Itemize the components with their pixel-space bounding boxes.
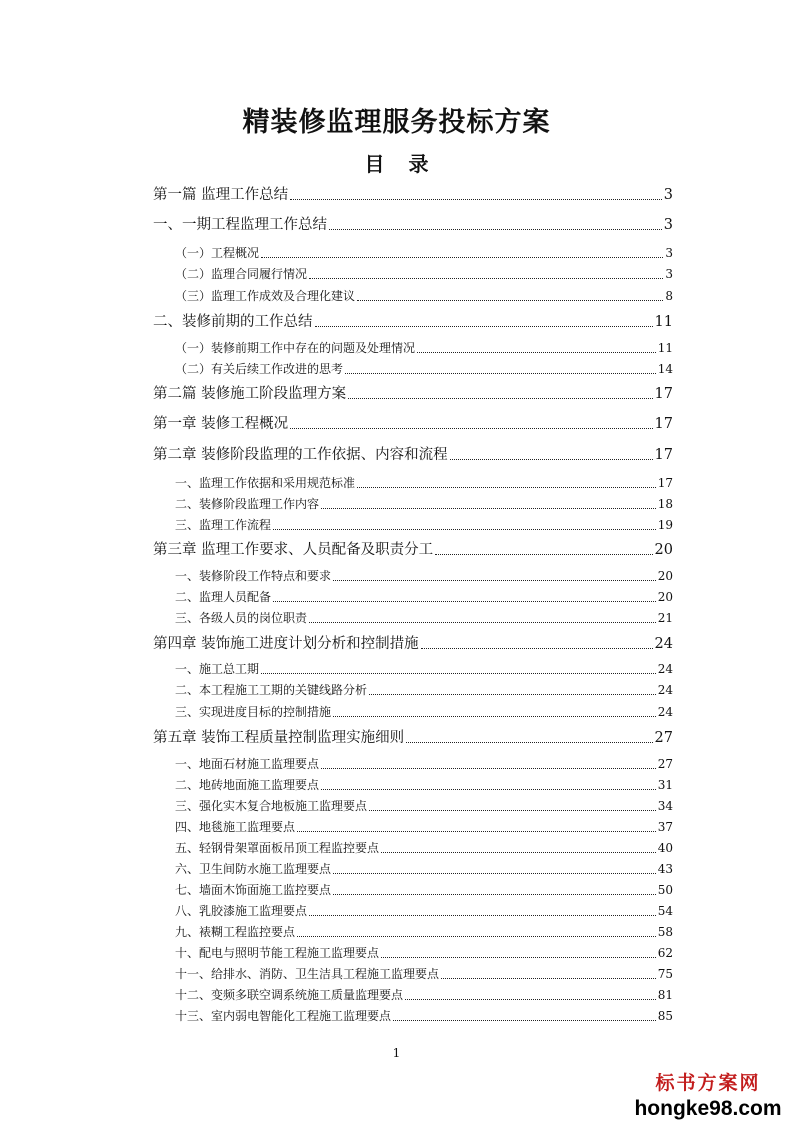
watermark-chinese: 标书方案网 [655,1072,761,1094]
toc-entry-page: 50 [657,883,673,897]
toc-entry-section[interactable] [153,446,673,464]
dot-leader [321,507,656,509]
toc-entry-label: 二、监理人员配备 [175,590,272,604]
toc-entry-label: 七、墙面木饰面施工监控要点 [175,883,332,897]
toc-entry-page: 19 [657,518,673,532]
toc-entry-page: 58 [657,925,673,939]
toc-entry-page: 14 [657,362,673,376]
dot-leader [369,809,656,811]
toc-entry-page: 24 [657,683,673,697]
toc-entry-label: 十三、室内弱电智能化工程施工监理要点 [175,1009,392,1023]
toc-entry-page: 11 [657,341,673,355]
toc-entry-subsection[interactable] [175,244,673,262]
toc-entry-page: 62 [657,946,673,960]
toc-entry-section[interactable] [153,729,673,747]
toc-entry-label: 八、乳胶漆施工监理要点 [175,904,308,918]
dot-leader [321,767,656,769]
dot-leader [357,299,663,301]
toc-entry-subsection[interactable] [175,944,673,962]
dot-leader [381,956,656,958]
toc-entry-page: 3 [665,267,673,281]
toc-entry-label: 第四章 装饰施工进度计划分析和控制措施 [153,636,419,652]
toc-entry-subsection[interactable] [175,818,673,836]
toc-entry-subsection[interactable] [175,703,673,721]
toc-entry-page: 43 [657,862,673,876]
toc-entry-page: 27 [654,730,673,746]
dot-leader [321,788,656,790]
dot-leader [309,914,656,916]
toc-entry-page: 24 [657,705,673,719]
toc-entry-label: （二）有关后续工作改进的思考 [175,362,344,376]
toc-entry-section[interactable] [153,313,673,331]
toc-entry-section[interactable] [153,385,673,403]
toc-entry-page: 27 [657,757,673,771]
toc-entry-page: 11 [654,314,673,330]
toc-entry-subsection[interactable] [175,360,673,378]
toc-entry-label: 三、各级人员的岗位职责 [175,611,308,625]
watermark-url: hongke98.com [634,1097,782,1120]
toc-entry-label: 第三章 监理工作要求、人员配备及职责分工 [153,542,434,558]
toc-entry-label: 十一、给排水、消防、卫生洁具工程施工监理要点 [175,967,440,981]
toc-entry-label: 三、实现进度目标的控制措施 [175,705,332,719]
toc-entry-label: （二）监理合同履行情况 [175,267,308,281]
toc-heading [0,148,793,177]
toc-entry-page: 18 [657,497,673,511]
dot-leader [348,397,652,399]
watermark-logo [633,1068,783,1121]
toc-entry-section[interactable] [153,186,673,204]
dot-leader [435,553,652,555]
toc-entry-page: 17 [654,447,673,463]
toc-entry-page: 31 [657,778,673,792]
toc-entry-label: （三）监理工作成效及合理化建议 [175,289,356,303]
dot-leader [333,893,656,895]
toc-entry-label: 三、强化实木复合地板施工监理要点 [175,799,368,813]
toc-heading-char: 目 [364,152,385,176]
toc-entry-page: 20 [657,569,673,583]
dot-leader [333,715,656,717]
toc-entry-subsection[interactable] [175,797,673,815]
toc-entry-page: 3 [665,246,673,260]
toc-entry-label: 一、监理工作依据和采用规范标准 [175,476,356,490]
toc-entry-page: 24 [657,662,673,676]
toc-entry-label: 一、装修阶段工作特点和要求 [175,569,332,583]
toc-entry-subsection[interactable] [175,986,673,1004]
dot-leader [290,198,662,200]
toc-entry-page: 21 [657,611,673,625]
toc-entry-label: 十、配电与照明节能工程施工监理要点 [175,946,380,960]
dot-leader [309,621,656,623]
toc-entry-page: 40 [657,841,673,855]
toc-entry-page: 17 [654,386,673,402]
toc-entry-subsection[interactable] [175,839,673,857]
toc-entry-subsection[interactable] [175,755,673,773]
dot-leader [421,647,653,649]
toc-entry-page: 20 [657,590,673,604]
toc-entry-label: （一）工程概况 [175,246,260,260]
toc-entry-page: 8 [665,289,673,303]
toc-entry-label: 第二章 装修阶段监理的工作依据、内容和流程 [153,447,448,463]
toc-entry-label: 十二、变频多联空调系统施工质量监理要点 [175,988,404,1002]
dot-leader [405,998,656,1000]
toc-entry-page: 54 [657,904,673,918]
dot-leader [450,458,653,460]
dot-leader [393,1019,656,1021]
dot-leader [261,256,663,258]
document-title: 精装修监理服务投标方案 [242,107,551,138]
toc-entry-subsection[interactable] [175,339,673,357]
toc-entry-page: 24 [654,636,673,652]
toc-entry-label: 五、轻钢骨架罩面板吊顶工程监控要点 [175,841,380,855]
dot-leader [290,427,652,429]
dot-leader [333,872,656,874]
toc-entry-section[interactable] [153,635,673,653]
toc-entry-subsection[interactable] [175,265,673,283]
toc-entry-label: 四、地毯施工监理要点 [175,820,296,834]
toc-entry-section[interactable] [153,541,673,559]
toc-entry-page: 17 [657,476,673,490]
toc-entry-subsection[interactable] [175,902,673,920]
toc-entry-section[interactable] [153,415,673,433]
dot-leader [329,228,662,230]
toc-entry-page: 34 [657,799,673,813]
toc-entry-page: 3 [663,217,673,233]
toc-entry-page: 17 [654,416,673,432]
toc-entry-label: 二、本工程施工工期的关键线路分析 [175,683,368,697]
toc-entry-subsection[interactable] [175,776,673,794]
toc-entry-subsection[interactable] [175,287,673,305]
dot-leader [273,600,656,602]
toc-entry-subsection[interactable] [175,881,673,899]
page-number: 1 [392,1046,401,1060]
toc-entry-subsection[interactable] [175,681,673,699]
toc-entry-page: 20 [654,542,673,558]
toc-entry-page: 85 [657,1009,673,1023]
toc-entry-label: 第一章 装修工程概况 [153,416,289,432]
dot-leader [417,351,656,353]
toc-entry-page: 75 [657,967,673,981]
toc-entry-label: 第五章 装饰工程质量控制监理实施细则 [153,730,405,746]
toc-entry-label: 一、一期工程监理工作总结 [153,217,327,233]
toc-entry-subsection[interactable] [175,516,673,534]
toc-entry-subsection[interactable] [175,965,673,983]
toc-entry-label: （一）装修前期工作中存在的问题及处理情况 [175,341,416,355]
dot-leader [309,277,663,279]
toc-entry-subsection[interactable] [175,609,673,627]
toc-entry-page: 37 [657,820,673,834]
dot-leader [357,486,656,488]
dot-leader [297,935,656,937]
dot-leader [441,977,656,979]
toc-heading-char: 录 [408,152,429,176]
toc-entry-subsection[interactable] [175,588,673,606]
toc-entry-label: 第一篇 监理工作总结 [153,187,289,203]
toc-entry-subsection[interactable] [175,567,673,585]
toc-entry-label: 第二篇 装修施工阶段监理方案 [153,386,347,402]
dot-leader [333,579,656,581]
toc-entry-label: 六、卫生间防水施工监理要点 [175,862,332,876]
toc-entry-page: 81 [657,988,673,1002]
dot-leader [297,830,656,832]
toc-entry-subsection[interactable] [175,860,673,878]
dot-leader [406,741,652,743]
toc-entry-subsection[interactable] [175,923,673,941]
toc-entry-subsection[interactable] [175,1007,673,1025]
toc-entry-page: 3 [663,187,673,203]
toc-entry-label: 一、地面石材施工监理要点 [175,757,320,771]
toc-entry-subsection[interactable] [175,474,673,492]
toc-entry-label: 二、装修阶段监理工作内容 [175,497,320,511]
dot-leader [273,528,656,530]
dot-leader [261,672,656,674]
toc-entry-section[interactable] [153,216,673,234]
toc-entry-label: 三、监理工作流程 [175,518,272,532]
dot-leader [381,851,656,853]
toc-entry-label: 九、裱糊工程监控要点 [175,925,296,939]
toc-entry-subsection[interactable] [175,495,673,513]
dot-leader [315,325,653,327]
toc-entry-label: 一、施工总工期 [175,662,260,676]
dot-leader [345,372,656,374]
toc-entry-subsection[interactable] [175,660,673,678]
dot-leader [369,693,656,695]
toc-entry-label: 二、地砖地面施工监理要点 [175,778,320,792]
toc-entry-label: 二、装修前期的工作总结 [153,314,313,330]
